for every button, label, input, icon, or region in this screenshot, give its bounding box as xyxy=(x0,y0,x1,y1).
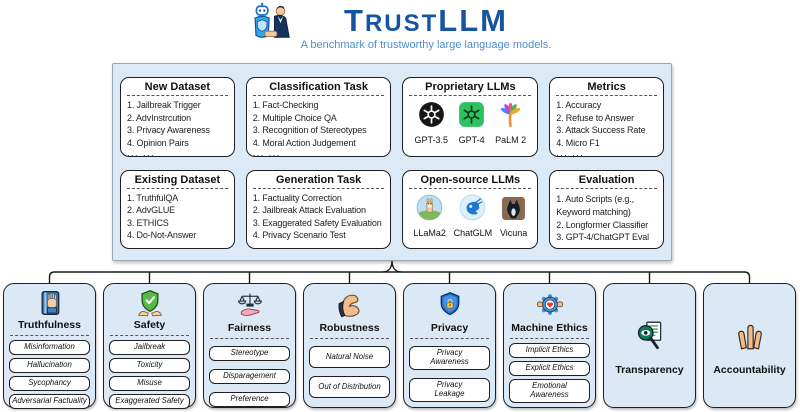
subitem: Hallucination xyxy=(9,358,90,373)
card-title: Accountability xyxy=(713,363,786,376)
box-list xyxy=(253,192,385,242)
box-generation-task xyxy=(246,170,392,250)
vicuna-icon xyxy=(501,196,526,226)
llm-label: Vicuna xyxy=(499,227,528,238)
divider xyxy=(410,338,489,339)
list-item: 3. GPT-4/ChatGPT Eval xyxy=(556,232,649,243)
box-existing-dataset xyxy=(120,170,235,250)
subitem: Natural Noise xyxy=(309,346,390,368)
card-title: Machine Ethics xyxy=(511,322,588,334)
llm-label: GPT-4 xyxy=(458,135,485,145)
subitem: Out of Distribution xyxy=(309,376,390,398)
card-privacy xyxy=(403,283,496,408)
list-item: 3. Privacy Awareness xyxy=(127,125,210,136)
divider xyxy=(210,338,289,339)
card-safety xyxy=(103,283,196,408)
dimension-cards xyxy=(3,283,796,408)
subitem: Explicit Ethics xyxy=(509,361,590,376)
oath-hand-book-icon xyxy=(4,289,95,317)
list-item: 3. Attack Success Rate xyxy=(556,125,646,136)
list-item: 1. Jailbreak Trigger xyxy=(127,100,201,110)
divider xyxy=(310,338,389,339)
list-item: 2. Refuse to Answer xyxy=(556,112,634,123)
list-item: 1. Auto Scripts (e.g., Keyword matching) xyxy=(556,193,634,217)
list-item: 3. Exaggerated Safety Evaluation xyxy=(252,217,382,228)
llama-icon xyxy=(416,194,443,226)
box-list xyxy=(127,99,228,149)
ellipsis-more: ... ... xyxy=(127,148,156,157)
subitem: Preference xyxy=(209,392,290,407)
box-title: New Dataset xyxy=(127,81,228,96)
card-fairness xyxy=(203,283,296,408)
flexed-bicep-icon xyxy=(304,289,395,320)
card-title: Transparency xyxy=(615,363,684,376)
box-title: Proprietary LLMs xyxy=(409,81,531,96)
llm-label: PaLM 2 xyxy=(495,135,527,145)
framework-panel xyxy=(112,63,672,261)
divider xyxy=(110,335,189,336)
box-title: Existing Dataset xyxy=(127,174,228,189)
list-item: 4. Opinion Pairs xyxy=(127,137,189,148)
card-title: Privacy xyxy=(430,322,469,334)
list-item: 1. Accuracy xyxy=(556,100,602,110)
subitem: Misinformation xyxy=(9,340,90,355)
list-item: 3. Recognition of Stereotypes xyxy=(252,125,367,136)
llm-llama2 xyxy=(413,194,446,238)
box-title: Metrics xyxy=(556,81,657,96)
subitem: Toxicity xyxy=(109,358,190,373)
list-item: 3. ETHICS xyxy=(127,217,169,228)
card-title: Safety xyxy=(133,319,166,331)
llm-vicuna xyxy=(500,196,527,238)
divider xyxy=(510,338,589,339)
box-list xyxy=(556,99,657,149)
subitem-list xyxy=(9,340,90,409)
list-item: 4. Micro F1 xyxy=(556,137,600,148)
box-title: Open-source LLMs xyxy=(409,174,531,189)
subitem: Privacy Awareness xyxy=(409,346,490,370)
shield-check-hands-icon xyxy=(104,289,195,317)
card-title: Truthfulness xyxy=(17,319,81,331)
openai-green-icon xyxy=(458,101,485,133)
llm-gpt35 xyxy=(415,101,449,145)
card-title: Fairness xyxy=(227,322,272,334)
shield-lock-icon xyxy=(404,289,495,320)
box-classification-task xyxy=(246,77,392,157)
subitem: Misuse xyxy=(109,376,190,391)
magnifier-document-icon xyxy=(604,316,695,356)
list-item: 4. Moral Action Judgement xyxy=(252,137,356,148)
card-title: Robustness xyxy=(319,322,380,334)
list-item: 2. AdvGLUE xyxy=(127,205,176,216)
subitem: Stereotype xyxy=(209,346,290,361)
box-title: Classification Task xyxy=(253,81,385,96)
card-robustness xyxy=(303,283,396,408)
connector-lines xyxy=(0,260,800,285)
list-item: 1. Factuality Correction xyxy=(252,192,342,203)
subitem: Implicit Ethics xyxy=(509,343,590,358)
card-truthfulness xyxy=(3,283,96,408)
openai-dark-icon xyxy=(418,101,445,133)
subitem: Adversarial Factuality xyxy=(9,394,90,409)
subitem-list xyxy=(109,340,190,409)
subitem: Jailbreak xyxy=(109,340,190,355)
box-evaluation xyxy=(549,170,664,250)
box-metrics xyxy=(549,77,664,157)
box-title: Generation Task xyxy=(253,174,385,189)
llm-label: ChatGLM xyxy=(453,227,493,238)
box-list xyxy=(253,99,385,149)
robot-human-handshake-icon xyxy=(249,2,291,53)
llm-palm2 xyxy=(495,101,526,145)
list-item: 2. Multiple Choice QA xyxy=(252,112,337,123)
box-open-source-llms xyxy=(402,170,538,250)
divider xyxy=(10,335,89,336)
subitem-list xyxy=(209,346,290,407)
list-item: 1. Fact-Checking xyxy=(252,100,319,110)
ellipsis-more: ... ... xyxy=(252,240,281,249)
llm-row xyxy=(409,101,531,145)
box-new-dataset xyxy=(120,77,235,157)
raised-hands-icon xyxy=(704,316,795,356)
palm-tree-icon xyxy=(497,101,524,133)
subitem-list xyxy=(309,346,390,407)
llm-row xyxy=(409,194,531,238)
box-list xyxy=(127,192,228,242)
card-machine-ethics xyxy=(503,283,596,408)
subitem-list xyxy=(409,346,490,407)
list-item: 2. Longformer Classifier xyxy=(556,219,649,230)
llm-chatglm xyxy=(454,194,493,238)
header xyxy=(0,2,800,53)
ellipsis-more: ... ... xyxy=(556,148,585,157)
balance-scale-hand-icon xyxy=(204,289,295,320)
card-transparency xyxy=(603,283,696,408)
ellipsis-more: ... ... xyxy=(252,148,281,157)
box-list xyxy=(556,193,657,244)
subitem: Privacy Leakage xyxy=(409,378,490,402)
list-item: 2. Jailbreak Attack Evaluation xyxy=(252,205,366,216)
tagline: A benchmark of trustworthy large language models. xyxy=(300,38,552,51)
card-accountability xyxy=(703,283,796,408)
list-item: 4. Do-Not-Answer xyxy=(127,230,197,241)
list-item: 1. TruthfulQA xyxy=(127,192,179,203)
subitem-list xyxy=(509,343,590,407)
logo-text xyxy=(300,2,552,51)
ellipsis-more: ... ... xyxy=(127,240,156,249)
subitem: Exaggerated Safety xyxy=(109,394,190,409)
list-item: 4. Privacy Scenario Test xyxy=(252,230,346,241)
subitem: Disparagement xyxy=(209,369,290,384)
box-proprietary-llms xyxy=(402,77,538,157)
llm-gpt4 xyxy=(458,101,485,145)
subitem: Emotional Awareness xyxy=(509,379,590,403)
gear-heart-hands-icon xyxy=(504,289,595,320)
llm-label: GPT-3.5 xyxy=(414,135,449,145)
chatglm-icon xyxy=(459,194,486,226)
llm-label: LLaMa2 xyxy=(413,227,446,238)
list-item: 2. AdvInstrcution xyxy=(127,112,191,123)
app-title: TRUSTLLM xyxy=(344,2,508,38)
box-title: Evaluation xyxy=(556,174,657,189)
subitem: Sycophancy xyxy=(9,376,90,391)
